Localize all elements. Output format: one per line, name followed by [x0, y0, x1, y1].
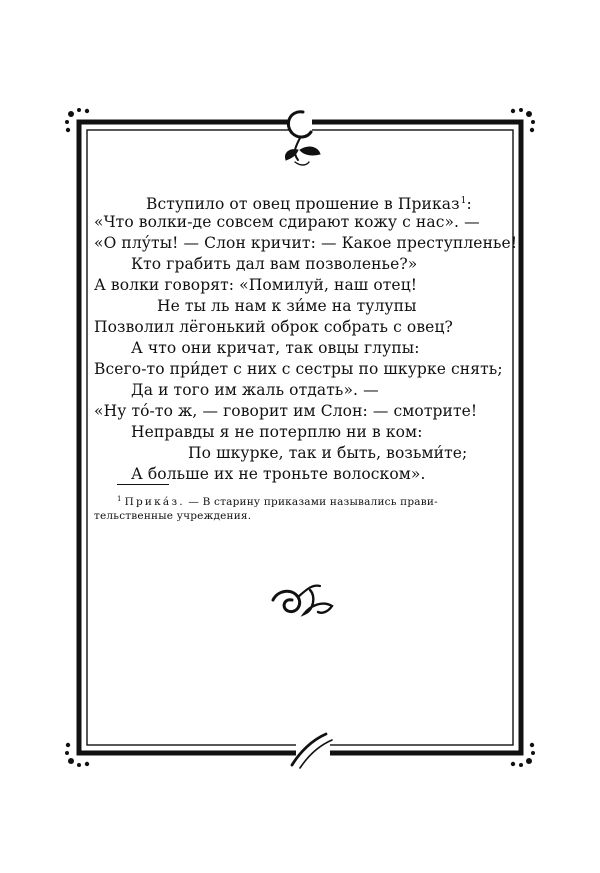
- bottom-flourish-ornament: [292, 734, 332, 768]
- footnote-term: Прика́з.: [124, 496, 185, 508]
- poem-line: По шкурке, так и быть, возьми́те;: [188, 444, 468, 462]
- footnote-marker: 1: [117, 495, 122, 503]
- poem-line: [146, 192, 472, 213]
- footnote-text: — В старину приказами назывались прави-: [184, 496, 438, 508]
- poem-line: Не ты ль нам к зи́ме на тулупы: [157, 297, 417, 315]
- poem-line: «Что волки-де совсем сдирают кожу с нас». —: [94, 213, 480, 231]
- footnote-line: тельственные учреждения.: [94, 510, 252, 522]
- poem-line-text: Вступило от овец прошение в Приказ: [146, 195, 460, 213]
- footnote-separator: [117, 484, 169, 485]
- poem-line: Кто грабить дал вам позволенье?»: [131, 255, 418, 273]
- poem-line: Неправды я не потерплю ни в ком:: [131, 423, 423, 441]
- poem-line: А больше их не троньте волоском».: [131, 465, 426, 483]
- poem-line: Позволил лёгонький оброк собрать с овец?: [94, 318, 453, 336]
- colon: :: [466, 195, 472, 213]
- poem-line: А что они кричат, так овцы глупы:: [131, 339, 420, 357]
- poem-line: Да и того им жаль отдать». —: [131, 381, 379, 399]
- footnote-reference: 1: [460, 196, 467, 206]
- footnote-line: [117, 492, 438, 509]
- poem-line: «Ну то́-то ж, — говорит им Слон: — смотрите!: [94, 402, 478, 420]
- center-flourish-ornament: [273, 586, 332, 614]
- poem-line: «О плу́ты! — Слон кричит: — Какое преступленье!: [94, 234, 518, 252]
- poem-line: Всего-то при́дет с них с сестры по шкурке снять;: [94, 360, 503, 378]
- poem-line: А волки говорят: «Помилуй, наш отец!: [94, 276, 418, 294]
